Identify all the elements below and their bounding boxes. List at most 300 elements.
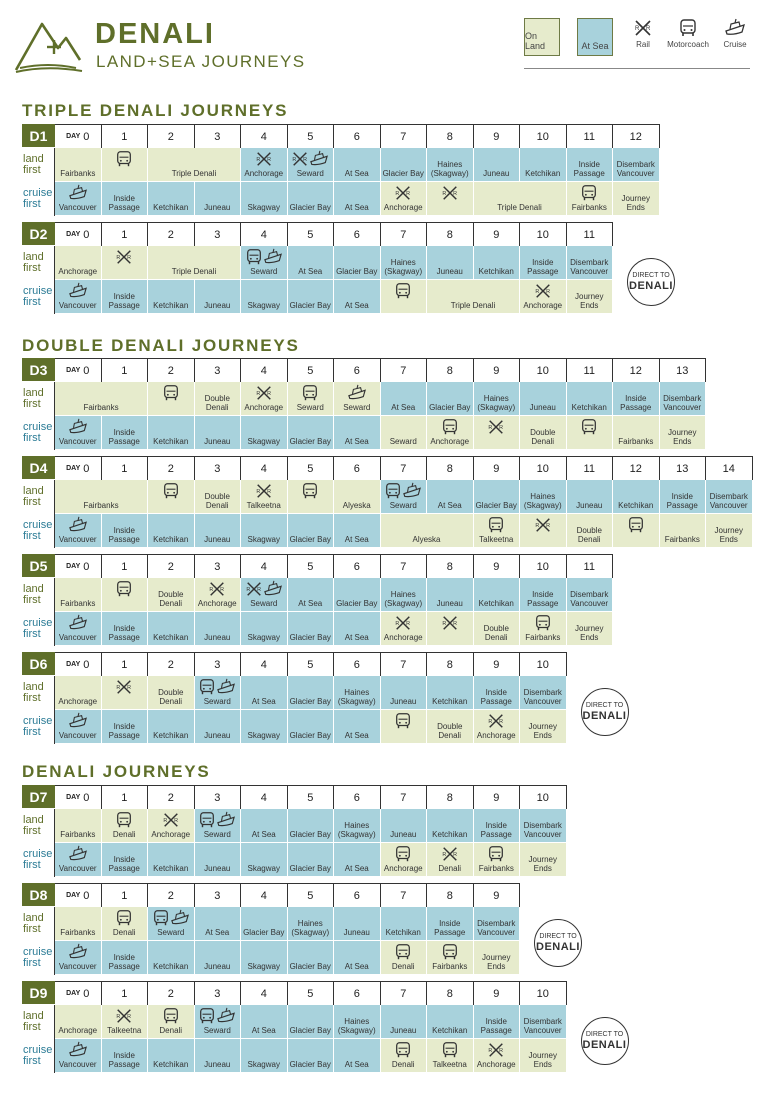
location-label: Fairbanks <box>618 437 654 446</box>
transport-icons <box>115 150 133 170</box>
day-header-7 <box>381 456 428 480</box>
day-header-10 <box>520 554 567 578</box>
day-number: 2 <box>167 791 174 804</box>
day-header-2 <box>148 456 195 480</box>
day-header-2 <box>148 883 195 907</box>
journey-id-badge: D5 <box>22 554 55 577</box>
location-label: Skagway <box>247 731 280 740</box>
cruise-row-cell <box>148 843 195 877</box>
location-label: Inside Passage <box>434 919 466 937</box>
day-number: 0 <box>83 889 90 902</box>
svg-text:R: R <box>256 488 260 495</box>
day-number: 4 <box>260 364 267 377</box>
day-number: 7 <box>400 364 407 377</box>
cruise-row-cell <box>474 416 521 450</box>
location-label: Haines (Skagway) <box>477 394 516 412</box>
svg-text:R: R <box>173 817 178 824</box>
cruise-row-cell <box>102 280 149 314</box>
cruise-row-cell <box>660 514 707 548</box>
land-row-cell <box>55 246 102 280</box>
svg-text:R: R <box>452 190 457 197</box>
location-label: Seward <box>296 403 324 412</box>
land-row-cell <box>55 907 102 941</box>
transport-icons <box>68 516 88 536</box>
cruise-row-cell <box>102 514 149 548</box>
day-number: 13 <box>676 462 689 475</box>
day-number: 9 <box>493 791 500 804</box>
location-label: Fairbanks <box>83 501 119 510</box>
cruise-row-cell <box>195 710 242 744</box>
location-label: Disembark Vancouver <box>570 258 609 276</box>
cruise-row-cell <box>427 182 474 216</box>
cruise-row-cell <box>241 941 288 975</box>
location-label: Juneau <box>204 1060 231 1069</box>
day-header-3 <box>195 358 242 382</box>
cruise-row-cell <box>613 514 660 548</box>
cruise-row-cell <box>474 514 521 548</box>
location-label: Double Denali <box>483 624 509 642</box>
location-label: At Sea <box>298 599 323 608</box>
day-number: 6 <box>353 791 360 804</box>
location-label: Vancouver <box>58 1060 97 1069</box>
location-label: Triple Denali <box>171 169 217 178</box>
denali-mountain-logo <box>14 18 84 79</box>
transport-icons <box>198 811 236 831</box>
day-number: 10 <box>536 987 549 1000</box>
location-label: Journey Ends <box>668 428 697 446</box>
land-row-cell <box>195 480 242 514</box>
day-number: 12 <box>629 462 642 475</box>
location-label: Glacier Bay <box>289 1026 331 1035</box>
land-row-cell <box>474 148 521 182</box>
day-number: 9 <box>493 462 500 475</box>
day-number: 1 <box>121 462 128 475</box>
location-label: Vancouver <box>58 864 97 873</box>
day-number: 2 <box>167 364 174 377</box>
day-number: 7 <box>400 658 407 671</box>
svg-text:R: R <box>292 156 297 163</box>
location-label: At Sea <box>344 169 369 178</box>
location-label: At Sea <box>251 1026 276 1035</box>
cruise-row-cell <box>474 843 521 877</box>
land-row-cell <box>241 578 288 612</box>
day-header-2 <box>148 222 195 246</box>
cruise-row-cell <box>520 612 567 646</box>
day-header-0 <box>55 358 102 382</box>
cruise-row-cell <box>148 280 195 314</box>
land-row-cell <box>520 382 567 416</box>
location-label: Anchorage <box>523 301 563 310</box>
day-number: 5 <box>307 462 314 475</box>
cruise-row-cell <box>474 612 521 646</box>
day-number: 5 <box>307 658 314 671</box>
day-header-5 <box>288 554 335 578</box>
land-row-cell <box>148 578 195 612</box>
direct-to-denali-badge <box>627 258 675 306</box>
svg-text:R: R <box>646 26 651 32</box>
location-label: Seward <box>203 697 231 706</box>
cruise-row-cell <box>102 612 149 646</box>
cruise-ship-icon <box>720 18 750 38</box>
transport-icons <box>394 943 412 963</box>
motorcoach-icon <box>301 493 319 502</box>
location-label: Glacier Bay <box>475 501 517 510</box>
location-label: Seward <box>250 267 278 276</box>
day-header-8 <box>427 652 474 676</box>
cruise-row-cell <box>241 1039 288 1073</box>
journey-id-badge: D9 <box>22 981 55 1004</box>
journey-d5 <box>22 554 613 646</box>
location-label: Disembark Vancouver <box>523 688 562 706</box>
location-label: Juneau <box>204 633 231 642</box>
day-header-6 <box>334 456 381 480</box>
transport-icons <box>384 482 422 502</box>
day-header-5 <box>288 785 335 809</box>
cruise-row-cell <box>241 514 288 548</box>
day-header-3 <box>195 981 242 1005</box>
land-row-cell <box>567 382 614 416</box>
cruise-row-cell <box>55 1039 102 1073</box>
legend-divider <box>524 68 750 69</box>
land-row-cell <box>288 148 335 182</box>
transport-icons <box>627 516 645 536</box>
day-prefix: DAY <box>66 231 81 238</box>
day-header-12 <box>613 456 660 480</box>
location-label: Glacier Bay <box>289 830 331 839</box>
transport-icons <box>255 384 273 404</box>
transport-icons <box>245 580 283 600</box>
page-header <box>0 0 770 90</box>
day-number: 7 <box>400 228 407 241</box>
day-header-9 <box>474 554 521 578</box>
day-number: 12 <box>629 130 642 143</box>
transport-icons <box>68 845 88 865</box>
day-header-13 <box>660 358 707 382</box>
svg-text:R: R <box>545 288 550 295</box>
day-number: 7 <box>400 987 407 1000</box>
land-row-cell <box>427 809 474 843</box>
cruise-row-cell <box>195 280 242 314</box>
cruise-row-cell <box>567 514 614 548</box>
land-row-cell <box>567 578 614 612</box>
land-row-cell <box>334 676 381 710</box>
land-row-cell <box>241 1005 288 1039</box>
day-header-12 <box>613 124 660 148</box>
location-label: Haines (Skagway) <box>291 919 330 937</box>
land-row-cell <box>102 578 149 612</box>
journey-id-badge: D8 <box>22 883 55 906</box>
cruise-row-cell <box>427 612 474 646</box>
land-row-cell <box>520 148 567 182</box>
location-label: Inside Passage <box>108 624 140 642</box>
row-label-cruise-first: cruise first <box>22 941 55 975</box>
motorcoach-icon <box>394 723 412 732</box>
transport-icons <box>68 282 88 302</box>
cruise-row-cell <box>427 710 474 744</box>
cruise-row-cell <box>334 710 381 744</box>
land-row-cell <box>474 480 521 514</box>
svg-text:R: R <box>488 718 493 725</box>
location-label: Glacier Bay <box>382 169 424 178</box>
location-label: Glacier Bay <box>289 633 331 642</box>
day-header-1 <box>102 981 149 1005</box>
day-header-11 <box>567 358 614 382</box>
location-label: Fairbanks <box>60 830 96 839</box>
day-number: 0 <box>83 560 90 573</box>
day-header-0 <box>55 785 102 809</box>
day-number: 9 <box>493 987 500 1000</box>
day-header-10 <box>520 652 567 676</box>
location-label: Juneau <box>529 403 556 412</box>
transport-icons <box>394 1041 412 1061</box>
land-row-cell <box>102 148 149 182</box>
land-row-cell <box>381 480 428 514</box>
location-label: Juneau <box>436 599 463 608</box>
location-label: Juneau <box>204 301 231 310</box>
day-header-9 <box>474 358 521 382</box>
cruise-row-cell <box>148 941 195 975</box>
land-row-cell <box>381 148 428 182</box>
day-number: 3 <box>214 364 221 377</box>
land-row-cell <box>288 382 335 416</box>
transport-icons <box>534 516 552 536</box>
day-header-8 <box>427 785 474 809</box>
transport-icons <box>394 712 412 732</box>
motorcoach-icon <box>162 395 180 404</box>
day-header-6 <box>334 124 381 148</box>
cruise-row-cell <box>381 843 428 877</box>
day-header-10 <box>520 124 567 148</box>
location-label: Disembark Vancouver <box>709 492 748 510</box>
location-label: Vancouver <box>58 203 97 212</box>
location-label: Seward <box>389 501 417 510</box>
land-row-cell <box>241 676 288 710</box>
day-header-2 <box>148 124 195 148</box>
transport-icons <box>441 845 459 865</box>
day-number: 6 <box>353 560 360 573</box>
cruise-row-cell <box>148 514 195 548</box>
cruise-row-cell <box>381 514 474 548</box>
land-row-cell <box>474 907 521 941</box>
cruise-row-cell <box>288 843 335 877</box>
cruise-row-cell <box>288 612 335 646</box>
location-label: Glacier Bay <box>289 697 331 706</box>
transport-icons <box>68 614 88 634</box>
location-label: Juneau <box>343 928 370 937</box>
day-header-2 <box>148 554 195 578</box>
location-label: Skagway <box>247 864 280 873</box>
day-header-6 <box>334 652 381 676</box>
location-label: Journey Ends <box>575 624 604 642</box>
land-row-cell <box>288 480 335 514</box>
land-row-cell <box>520 578 567 612</box>
day-number: 10 <box>536 462 549 475</box>
day-header-7 <box>381 981 428 1005</box>
day-number: 0 <box>83 228 90 241</box>
cruise-row-cell <box>520 514 567 548</box>
day-header-2 <box>148 981 195 1005</box>
location-label: Fairbanks <box>571 203 607 212</box>
journey-d1 <box>22 124 660 216</box>
day-number: 5 <box>307 791 314 804</box>
transport-icons <box>68 943 88 963</box>
location-label: At Sea <box>344 864 369 873</box>
journey-id-badge: D2 <box>22 222 55 245</box>
cruise-row-cell <box>55 514 102 548</box>
svg-text:R: R <box>116 684 121 691</box>
location-label: Alyeska <box>342 501 371 510</box>
location-label: At Sea <box>344 962 369 971</box>
cruise-row-cell <box>288 182 335 216</box>
journey-id-badge: D3 <box>22 358 55 381</box>
location-label: Vancouver <box>58 535 97 544</box>
land-row-cell <box>427 1005 474 1039</box>
day-header-1 <box>102 785 149 809</box>
row-label-land-first: land first <box>22 480 55 514</box>
location-label: Ketchikan <box>432 697 468 706</box>
location-label: Anchorage <box>383 864 423 873</box>
land-row-cell <box>427 382 474 416</box>
svg-text:R: R <box>266 390 271 397</box>
cruise-row-cell <box>706 514 753 548</box>
location-label: Skagway <box>247 301 280 310</box>
land-row-cell <box>381 246 428 280</box>
day-header-8 <box>427 124 474 148</box>
transport-icons <box>68 1041 88 1061</box>
land-row-cell <box>241 809 288 843</box>
day-number: 11 <box>583 364 595 377</box>
land-row-cell <box>148 246 241 280</box>
day-number: 7 <box>400 130 407 143</box>
location-label: Double Denali <box>204 492 230 510</box>
location-label: Glacier Bay <box>289 535 331 544</box>
day-number: 8 <box>446 987 453 1000</box>
day-number: 2 <box>167 889 174 902</box>
day-header-5 <box>288 652 335 676</box>
location-label: Glacier Bay <box>336 599 378 608</box>
land-row-cell <box>148 148 241 182</box>
land-row-cell <box>55 578 102 612</box>
land-row-cell <box>288 907 335 941</box>
transport-icons <box>347 384 367 404</box>
day-number: 5 <box>307 364 314 377</box>
day-header-0 <box>55 652 102 676</box>
transport-icons <box>394 845 412 865</box>
location-label: Ketchikan <box>525 169 561 178</box>
location-label: Talkeetna <box>107 1026 142 1035</box>
svg-text:R: R <box>406 190 411 197</box>
location-label: Ketchikan <box>153 437 189 446</box>
svg-text:R: R <box>116 1013 121 1020</box>
cruise-row-cell <box>520 1039 567 1073</box>
transport-icons <box>441 943 459 963</box>
land-row-cell <box>474 809 521 843</box>
location-label: Haines (Skagway) <box>430 160 469 178</box>
land-row-cell <box>567 148 614 182</box>
location-label: Fairbanks <box>60 169 96 178</box>
land-row-cell <box>660 382 707 416</box>
transport-icons <box>162 1007 180 1027</box>
land-row-cell <box>241 246 288 280</box>
location-label: Anchorage <box>244 169 284 178</box>
location-label: Skagway <box>247 437 280 446</box>
day-number: 9 <box>493 364 500 377</box>
land-row-cell <box>334 382 381 416</box>
location-label: Fairbanks <box>432 962 468 971</box>
location-label: Ketchikan <box>153 203 189 212</box>
cruise-row-cell <box>241 612 288 646</box>
location-label: Glacier Bay <box>289 203 331 212</box>
day-number: 4 <box>260 130 267 143</box>
location-label: Glacier Bay <box>289 962 331 971</box>
day-number: 3 <box>214 130 221 143</box>
location-label: Skagway <box>247 535 280 544</box>
land-row-cell <box>381 676 428 710</box>
location-label: Ketchikan <box>478 599 514 608</box>
location-label: Inside Passage <box>108 855 140 873</box>
transport-icons <box>115 580 133 600</box>
section-title-triple: TRIPLE DENALI JOURNEYS <box>22 101 289 120</box>
journey-id-badge: D4 <box>22 456 55 479</box>
section-title-double: DOUBLE DENALI JOURNEYS <box>22 336 300 355</box>
land-row-cell <box>427 578 474 612</box>
land-row-cell <box>288 1005 335 1039</box>
land-row-cell <box>474 676 521 710</box>
location-label: Anchorage <box>58 1026 98 1035</box>
badge-line-1: DIRECT TO <box>585 702 624 709</box>
day-number: 11 <box>583 228 595 241</box>
day-header-8 <box>427 358 474 382</box>
journey-id-badge: D1 <box>22 124 55 147</box>
location-label: Double Denali <box>158 688 184 706</box>
day-number: 5 <box>307 130 314 143</box>
transport-icons <box>487 845 505 865</box>
location-label: Glacier Bay <box>429 403 471 412</box>
badge-line-2: DENALI <box>629 280 673 292</box>
cruise-row-cell <box>195 514 242 548</box>
location-label: Inside Passage <box>108 526 140 544</box>
day-header-12 <box>613 358 660 382</box>
land-row-cell <box>334 148 381 182</box>
badge-line-1: DIRECT TO <box>539 933 577 940</box>
land-row-cell <box>55 809 102 843</box>
land-row-cell <box>288 578 335 612</box>
day-header-9 <box>474 981 521 1005</box>
location-label: Seward <box>203 1026 231 1035</box>
cruise-row-cell <box>55 280 102 314</box>
svg-text:R: R <box>442 851 446 858</box>
rail-icon <box>534 522 552 536</box>
land-row-cell <box>148 382 195 416</box>
location-label: Inside Passage <box>620 394 652 412</box>
location-label: Juneau <box>204 203 231 212</box>
row-label-cruise-first: cruise first <box>22 710 55 744</box>
location-label: Glacier Bay <box>336 267 378 276</box>
location-label: Fairbanks <box>83 403 119 412</box>
location-label: Fairbanks <box>60 599 96 608</box>
transport-icons <box>162 482 180 502</box>
location-label: Ketchikan <box>153 962 189 971</box>
transport-icons <box>534 282 552 302</box>
transport-icons <box>534 614 552 634</box>
location-label: Vancouver <box>58 301 97 310</box>
location-label: Journey Ends <box>714 526 743 544</box>
day-header-10 <box>520 222 567 246</box>
land-row-cell <box>241 148 288 182</box>
land-row-cell <box>427 907 474 941</box>
location-label: Inside Passage <box>108 953 140 971</box>
land-row-cell <box>195 907 242 941</box>
